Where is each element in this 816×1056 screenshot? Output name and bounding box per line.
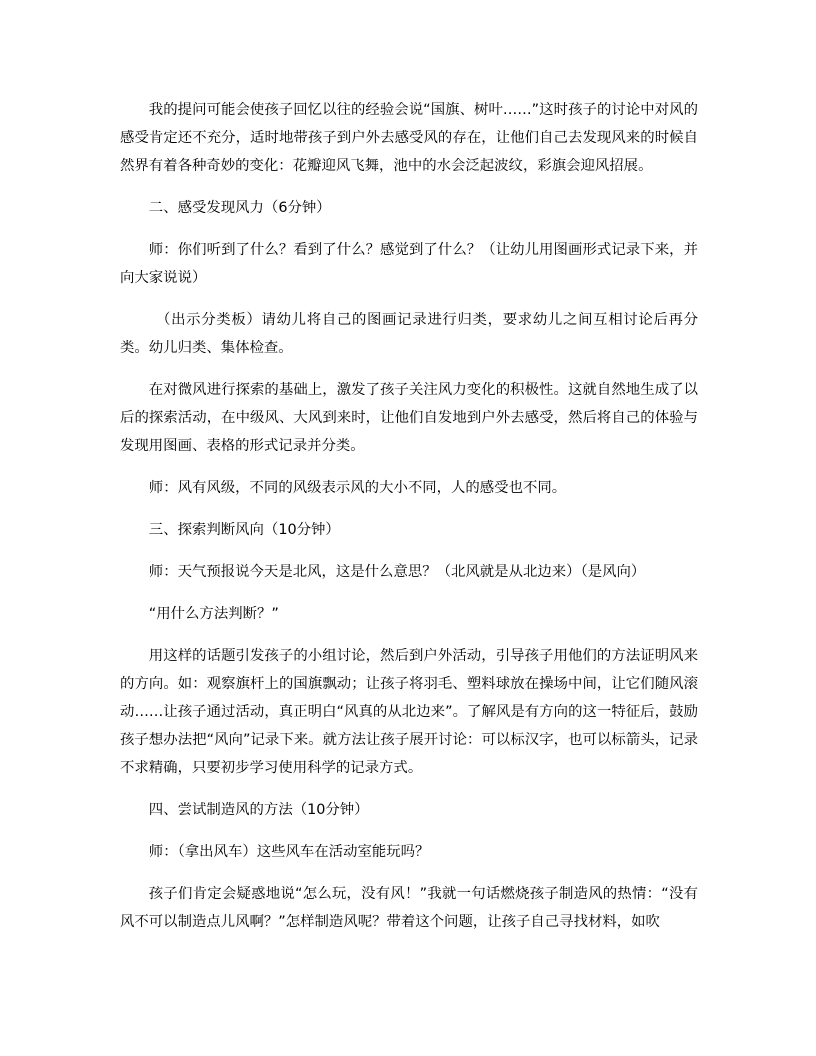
section-heading-3: 三、探索判断风向（10分钟） <box>148 522 340 538</box>
paragraph-teacher-question: 师：你们听到了什么？看到了什么？感觉到了什么？（让幼儿用图画形式记录下来，并向大家说说） <box>120 242 698 286</box>
section-heading-2: 二、感受发现风力（6分钟） <box>148 200 331 216</box>
paragraph-intro-reflection: 我的提问可能会使孩子回忆以往的经验会说“国旗、树叶……”这时孩子的讨论中对风的感受肯定还不充分，适时地带孩子到户外去感受风的存在，让他们自己去发现风来的时候自然界有着各种奇妙的变化：花瓣迎风飞舞，池中的水会泛起波纹，彩旗会迎风招展。 <box>120 102 698 174</box>
paragraph-weather-forecast: 师：天气预报说今天是北风，这是什么意思？（北风就是从北边来）（是风向） <box>148 564 646 580</box>
document-body <box>120 96 698 936</box>
paragraph-pinwheel: 师：（拿出风车）这些风车在活动室能玩吗？ <box>148 844 430 860</box>
paragraph-classification: （出示分类板）请幼儿将自己的图画记录进行归类，要求幼儿之间互相讨论后再分类。幼儿归类、集体检查。 <box>120 312 698 356</box>
paragraph-method-question: “用什么方法判断？” <box>148 606 279 622</box>
section-heading-4: 四、尝试制造风的方法（10分钟） <box>148 802 369 818</box>
paragraph-wind-force-exploration: 在对微风进行探索的基础上，激发了孩子关注风力变化的积极性。这就自然地生成了以后的探索活动，在中级风、大风到来时，让他们自发地到户外去感受，然后将自己的体验与发现用图画、表格的形式记录并分类。 <box>120 382 698 454</box>
paragraph-group-discussion: 用这样的话题引发孩子的小组讨论，然后到户外活动，引导孩子用他们的方法证明风来的方向。如：观察旗杆上的国旗飘动；让孩子将羽毛、塑料球放在操场中间，让它们随风滚动……让孩子通过活动，真正明白“风真的从北边来”。了解风是有方向的这一特征后，鼓励孩子想办法把“风向”记录下来。就方法让孩子展开讨论：可以标汉字，也可以标箭头，记录不求精确，只要初步学习使用科学的记录方式。 <box>120 648 698 776</box>
paragraph-wind-levels: 师：风有风级，不同的风级表示风的大小不同，人的感受也不同。 <box>148 480 567 496</box>
paragraph-make-wind: 孩子们肯定会疑惑地说“怎么玩，没有风！”我就一句话燃烧孩子制造风的热情：“没有风不可以制造点儿风啊？”怎样制造风呢？带着这个问题，让孩子自己寻找材料，如吹 <box>120 886 698 930</box>
